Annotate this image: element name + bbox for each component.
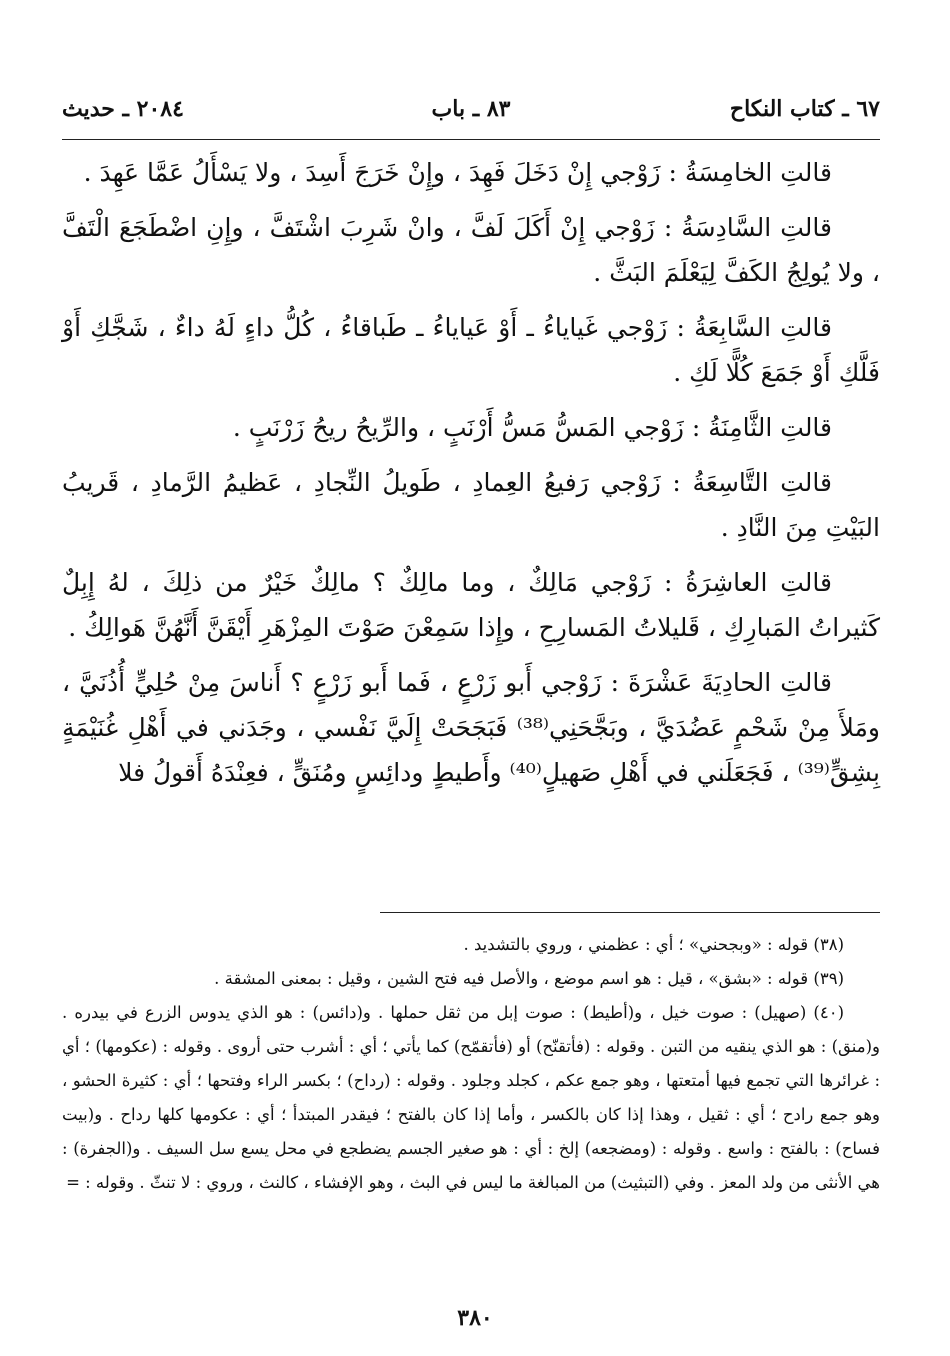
paragraph-sixth: قالتِ السَّادِسَةُ : زَوْجي إِنْ أَكَلَ لَفَّ ، وانْ شَرِبَ اشْتَفَّ ، وإِنِ اضْطَجَعَ الْتَفَّ ، ولا يُولِجُ الكَفَّ لِيَعْلَمَ البَثَّ . [62, 213, 880, 287]
paragraph-eleventh: قالتِ الحادِيَةَ عَشْرَةَ : زَوْجي أَبو زَرْعٍ ، فَما أَبو زَرْعٍ ؟ أَناسَ مِنْ حُلِيٍّ أُذُنَيَّ ، ومَلأَ مِنْ شَحْمٍ عَضُدَيَّ ، وبَجَّحَنِي⁽³⁸⁾ فَبَجَحَتْ إِلَيَّ نَفْسي ، وجَدَني في أَهْلِ غُنَيْمَةٍ بِشِقٍّ⁽³⁹⁾ ، فَجَعَلَني في أَهْلِ صَهيلٍ⁽⁴⁰⁾ وأَطيطٍ ودائِسٍ ومُنَقٍّ ، فعِنْدَهُ أَقولُ فلا [62, 668, 881, 787]
header-chapter: ٨٣ ـ باب [431, 96, 511, 122]
page-number: ٣٨٠ [457, 1305, 493, 1331]
paragraph-seventh: قالتِ السَّابِعَةُ : زَوْجي غَياياءُ ـ أَوْ عَياياءُ ـ طَباقاءُ ، كُلُّ داءٍ لَهُ داءٌ ، شَجَّكِ أَوْ فَلَّكِ أَوْ جَمَعَ كُلًّا لَكِ . [62, 313, 880, 387]
header-divider [62, 139, 880, 140]
footnote-39: (٣٩) قوله : «بشق» ، قيل : هو اسم موضع ، والأصل فيه فتح الشين ، وقيل : بمعنى المشقة . [214, 969, 844, 988]
main-text [62, 150, 880, 795]
footnote-38: (٣٨) قوله : «وبجحني» ؛ أي : عظمني ، وروي بالتشديد . [463, 935, 844, 954]
running-header [62, 96, 880, 136]
paragraph-ninth: قالتِ التَّاسِعَةُ : زَوْجي رَفيعُ العِمادِ ، طَويلُ النِّجادِ ، عَظيمُ الرَّمادِ ، قَريبُ البَيْتِ مِنَ النَّادِ . [62, 468, 880, 542]
footnote-40: (٤٠) (صهيل) : صوت خيل ، و(أطيط) : صوت إبل من ثقل حملها . و(دائس) : هو الذي يدوس الزرع في بيدره . و(منق) : هو الذي ينقيه من التبن . وقوله : (فأتقنّح) أو (فأتقمّح) كما يأتي ؛ أي : أشرب حتى أروى . وقوله : (عكومها) ؛ أي : غرائرها التي تجمع فيها أمتعتها ، وهو جمع عكم ، كجلد وجلود . وقوله : (رداح) ؛ بكسر الراء وفتحها ؛ أي : كثيرة الحشو ، وهو جمع رادح ؛ أي : ثقيل ، وهذا إذا كان بالكسر ، وأما إذا كان بالفتح ؛ فيقدر المبتدأ ؛ أي : عكومها كلها رداح . و(بيت فساح) : بالفتح : واسع . وقوله : (ومضجعه) إلخ : أي : هو صغير الجسم يضطجع في محل يسع سل السيف . و(الجفرة) : هي الأنثى من ولد المعز . وفي (التبثيث) من المبالغة ما ليس في البث ، وهو الإفشاء ، كالنث ، وروي : لا تنثّ . وقوله : = [62, 1003, 880, 1192]
header-hadith-number: ٢٠٨٤ ـ حديث [62, 96, 184, 122]
paragraph-eighth: قالتِ الثَّامِنَةُ : زَوْجي المَسُّ مَسُّ أَرْنَبٍ ، والرِّيحُ ريحُ زَرْنَبٍ . [232, 413, 832, 442]
footnote-divider [380, 912, 880, 913]
footnotes [62, 928, 880, 1200]
paragraph-tenth: قالتِ العاشِرَةُ : زَوْجي مَالِكٌ ، وما مالِكٌ ؟ مالِكٌ خَيْرٌ من ذلِكَ ، لهُ إِبِلٌ كَثيراتُ المَبارِكِ ، قَليلاتُ المَسارِحِ ، وإِذا سَمِعْنَ صَوْتَ المِزْهَرِ أَيْقَنَّ أَنَّهُنَّ هَوالِكُ . [62, 568, 880, 642]
header-book-title: ٦٧ ـ كتاب النكاح [729, 96, 880, 122]
paragraph-fifth: قالتِ الخامِسَةُ : زَوْجي إِنْ دَخَلَ فَهِدَ ، وإِنْ خَرَجَ أَسِدَ ، ولا يَسْأَلُ عَمَّا عَهِدَ . [83, 158, 832, 187]
